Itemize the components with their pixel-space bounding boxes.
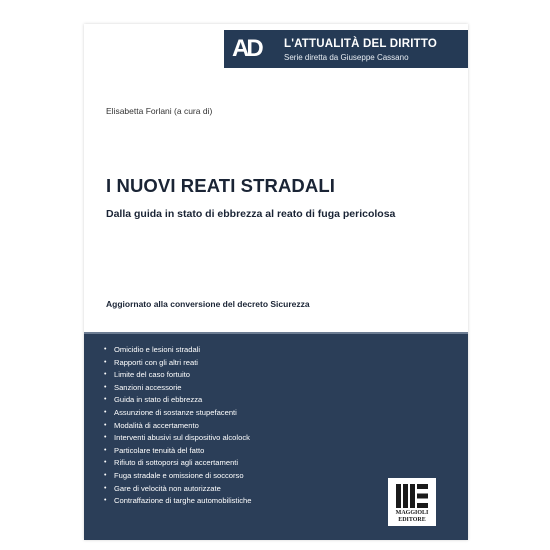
bullet-icon: • [104,358,107,366]
topic-item: • Gare di velocità non autorizzate [104,483,251,496]
bullet-icon: • [104,471,107,479]
bullet-icon: • [104,459,107,467]
series-logo: AD [232,35,261,62]
book-editor: Elisabetta Forlani (a cura di) [106,106,213,116]
topic-item: • Sanzioni accessorie [104,382,251,395]
bullet-icon: • [104,371,107,379]
bullet-icon: • [104,446,107,454]
bullet-icon: • [104,497,107,505]
book-subtitle: Dalla guida in stato di ebbrezza al reato di fuga pericolosa [106,208,396,220]
topic-item: • Limite del caso fortuito [104,369,251,382]
topic-item: • Rapporti con gli altri reati [104,357,251,370]
bullet-icon: • [104,484,107,492]
topic-item: • Interventi abusivi sul dispositivo alcolock [104,432,251,445]
bullet-icon: • [104,434,107,442]
topic-item: • Guida in stato di ebbrezza [104,394,251,407]
topics-panel [84,334,468,540]
maggioli-mark-icon [394,482,430,510]
publisher-name: MAGGIOLI EDITORE [395,510,429,523]
publisher-logo [388,478,436,526]
topics-list [104,344,251,508]
topic-item: • Assunzione di sostanze stupefacenti [104,407,251,420]
series-title: L'ATTUALITÀ DEL DIRITTO [284,38,437,50]
topic-item: • Fuga stradale e omissione di soccorso [104,470,251,483]
bullet-icon: • [104,396,107,404]
update-note: Aggiornato alla conversione del decreto Sicurezza [106,299,310,309]
book-cover [84,24,468,540]
bullet-icon: • [104,346,107,353]
bullet-icon: • [104,408,107,416]
topic-item: • Modalità di accertamento [104,420,251,433]
series-subtitle: Serie diretta da Giuseppe Cassano [284,53,409,62]
topic-item: • Particolare tenuità del fatto [104,445,251,458]
bullet-icon: • [104,383,107,391]
topic-item: • Contraffazione di targhe automobilistiche [104,495,251,508]
book-title: I NUOVI REATI STRADALI [106,175,335,196]
bullet-icon: • [104,421,107,429]
topic-item: • Rifiuto di sottoporsi agli accertamenti [104,457,251,470]
series-banner [224,30,468,68]
topic-item: • Omicidio e lesioni stradali [104,344,251,357]
